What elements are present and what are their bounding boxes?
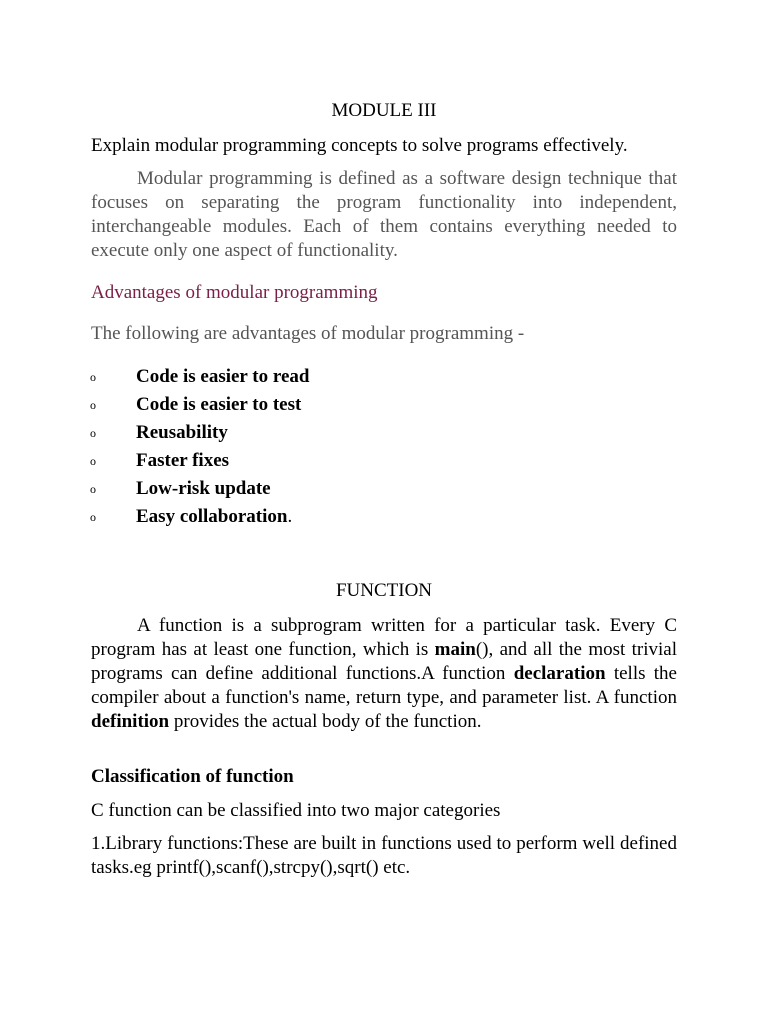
list-item: o Low-risk update <box>90 475 650 503</box>
bullet-icon: o <box>90 482 96 496</box>
list-item: o Easy collaboration. <box>90 503 650 531</box>
classification-intro: C function can be classified into two major categories <box>91 800 501 821</box>
function-title: FUNCTION <box>335 580 433 601</box>
bullet-icon: o <box>90 370 96 384</box>
bullet-icon: o <box>90 454 96 468</box>
bullet-icon: o <box>90 510 96 524</box>
module-title: MODULE III <box>331 100 437 121</box>
bullet-icon: o <box>90 398 96 412</box>
classification-heading: Classification of function <box>91 766 294 787</box>
function-paragraph: A function is a subprogram written for a particular task. Every C program has at least one function, which is main(), and all the most trivial programs can define additional functions.A function declaration tells the compiler about a function's name, return type, and parameter list. A function definition provides the actual body of the function. <box>91 615 677 732</box>
library-functions-text: 1.Library functions:These are built in functions used to perform well defined tasks.eg printf(),scanf(),strcpy(),sqrt() etc. <box>91 833 677 878</box>
list-item: o Code is easier to test <box>90 391 650 419</box>
list-item: o Code is easier to read <box>90 363 650 391</box>
advantages-heading: Advantages of modular programming <box>91 282 378 303</box>
advantages-intro: The following are advantages of modular programming - <box>91 323 525 344</box>
list-item: o Reusability <box>90 419 650 447</box>
bullet-icon: o <box>90 426 96 440</box>
intro-paragraph: Modular programming is defined as a software design technique that focuses on separating the program functionality into independent, interchangeable modules. Each of them contains everything needed to execute only one aspect of functionality. <box>91 168 677 261</box>
question-text: Explain modular programming concepts to solve programs effectively. <box>91 135 628 156</box>
list-item: o Faster fixes <box>90 447 650 475</box>
advantages-list <box>90 363 650 531</box>
